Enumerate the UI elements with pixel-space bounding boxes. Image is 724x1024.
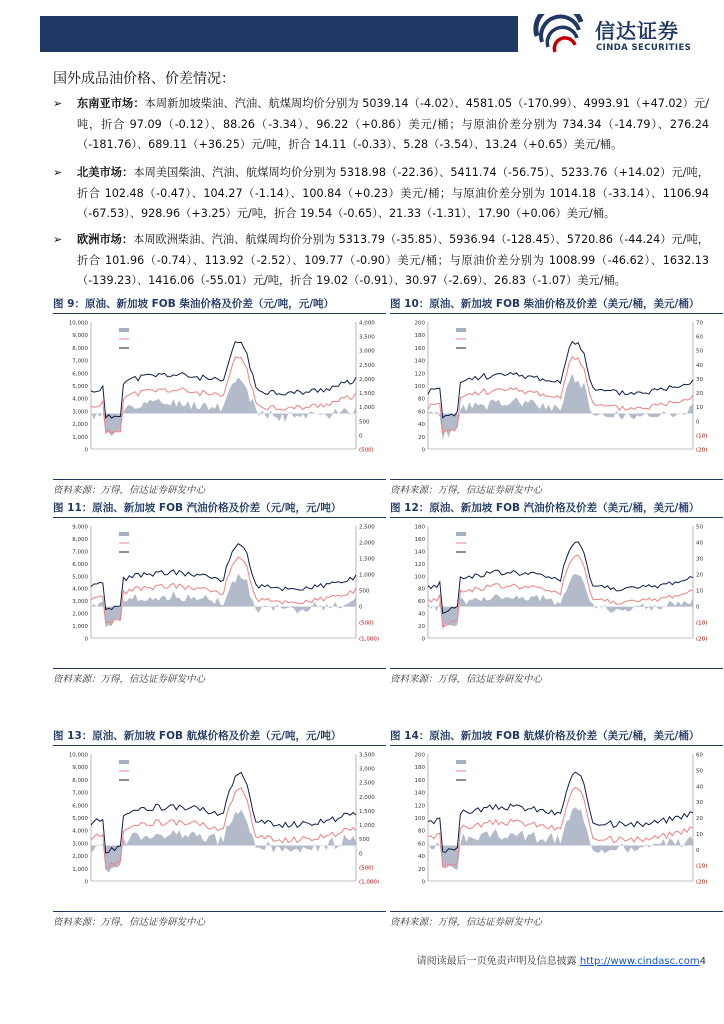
y-right-tick-label: 0	[696, 847, 700, 854]
y-left-tick-label: 80	[418, 828, 425, 835]
y-left-tick-label: 80	[418, 396, 425, 403]
legend-swatch	[456, 760, 466, 764]
y-left-tick-label: 7,000	[72, 549, 88, 556]
y-left-tick-label: 100	[414, 816, 425, 822]
y-right-tick-label: 2,500	[359, 524, 375, 531]
product-series-line	[428, 342, 693, 418]
logo-chinese-name: 信达证券	[595, 19, 679, 43]
y-right-tick-label: 2,000	[359, 540, 375, 547]
footer-disclaimer: 请阅读最后一页免责声明及信息披露	[416, 956, 580, 967]
y-left-tick-label: 180	[414, 333, 425, 340]
chart-fig12	[390, 518, 723, 668]
figure-source: 资料来源：万得，信达证券研发中心	[390, 479, 723, 496]
bullet-north-america	[53, 163, 709, 225]
y-left-tick-label: 5,000	[72, 384, 88, 390]
y-right-tick-label: 2,000	[359, 794, 375, 801]
y-left-tick-label: 4,000	[72, 586, 88, 593]
y-right-tick-label: 0	[359, 851, 363, 858]
y-left-tick-label: 3,000	[72, 409, 88, 416]
y-right-tick-label: 40	[696, 540, 703, 547]
y-right-tick-label: (500)	[359, 865, 374, 872]
figure-title: 图 10：原油、新加坡 FOB 柴油价格及价差（美元/桶，美元/桶）	[390, 296, 723, 314]
y-right-tick-label: 50	[696, 524, 703, 531]
figure-12	[390, 500, 723, 685]
bullet-southeast-asia	[53, 94, 709, 156]
bullet-text: 本周新加坡柴油、汽油、航煤周均价分别为 5039.14（-4.02）、4581.05（-170.99）、4993.91（+47.02）元/吨，折合 97.09（-0.12）、88.26（-3.34）、96.22（+0.86）美元/桶；与原油价差分别为 734.34（-14.79）、276.24（-181.76）、689.11（+36.25）元/吨，折合 14.11（-0.33）、5.28（-3.54）、13.24（+0.65）美元/桶。	[77, 97, 709, 151]
figure-title: 图 9：原油、新加坡 FOB 柴油价格及价差（元/吨，元/吨）	[53, 296, 386, 314]
y-right-tick-label: 2,000	[359, 376, 375, 383]
y-right-tick-label: 30	[696, 376, 703, 383]
y-left-tick-label: 140	[414, 790, 425, 797]
chart-fig10	[390, 314, 723, 479]
y-left-tick-label: 0	[84, 879, 88, 886]
y-left-tick-label: 60	[418, 409, 425, 416]
chart-fig13	[53, 746, 386, 911]
y-left-tick-label: 0	[84, 447, 88, 454]
y-right-tick-label: (500)	[359, 447, 374, 454]
y-right-tick-label: 30	[696, 800, 703, 807]
y-left-tick-label: 100	[414, 574, 425, 581]
y-right-tick-label: (20)	[696, 636, 708, 643]
y-left-tick-label: 120	[414, 803, 425, 810]
y-left-tick-label: 5,000	[72, 816, 88, 822]
y-left-tick-label: 0	[421, 447, 425, 454]
y-right-tick-label: 40	[696, 784, 703, 791]
y-left-tick-label: 5,000	[72, 574, 88, 581]
y-left-tick-label: 6,000	[72, 561, 88, 568]
y-left-tick-label: 9,000	[72, 765, 88, 772]
y-left-tick-label: 140	[414, 549, 425, 556]
y-left-tick-label: 160	[414, 345, 425, 352]
bullet-arrow-icon: ➢	[53, 97, 63, 110]
bullet-text: 本周欧洲柴油、汽油、航煤周均价分别为 5313.79（-35.85）、5936.94（-128.45）、5720.86（-44.24）元/吨，折合 101.96（-0.74）、113.92（-2.52）、109.77（-0.90）美元/桶；与原油价差分别为 1008.99（-46.62）、1632.13（-139.23）、1416.06（-55.01）元/吨，折合 19.02（-0.91）、30.97（-2.69）、26.83（-1.07）美元/桶。	[77, 233, 709, 287]
y-right-tick-label: 20	[696, 391, 703, 398]
y-left-tick-label: 6,000	[72, 803, 88, 810]
crude-oil-series-line	[91, 788, 356, 869]
y-left-tick-label: 120	[414, 561, 425, 568]
figure-11	[53, 500, 386, 685]
y-right-tick-label: 1,500	[359, 391, 375, 398]
bullet-arrow-icon: ➢	[53, 166, 63, 179]
bullet-arrow-icon: ➢	[53, 233, 63, 246]
y-right-tick-label: 0	[696, 604, 700, 611]
chart-fig9	[53, 314, 386, 479]
figure-source: 资料来源：万得，信达证券研发中心	[390, 911, 723, 928]
y-left-tick-label: 8,000	[72, 536, 88, 543]
y-right-tick-label: 1,000	[359, 823, 375, 830]
y-left-tick-label: 3,000	[72, 841, 88, 848]
y-right-tick-label: 0	[359, 604, 363, 611]
legend-swatch	[119, 760, 129, 764]
y-left-tick-label: 2,000	[72, 854, 88, 861]
y-right-tick-label: (1,000)	[359, 879, 380, 886]
y-left-tick-label: 10,000	[68, 752, 88, 759]
y-right-tick-label: 1,500	[359, 556, 375, 563]
bullet-europe	[53, 230, 709, 292]
y-right-tick-label: (10)	[696, 863, 708, 870]
y-right-tick-label: 2,500	[359, 362, 375, 369]
y-right-tick-label: 0	[696, 419, 700, 426]
y-left-tick-label: 160	[414, 777, 425, 784]
y-left-tick-label: 160	[414, 536, 425, 543]
y-left-tick-label: 7,000	[72, 358, 88, 365]
legend-swatch	[119, 328, 129, 332]
y-left-tick-label: 1,000	[72, 434, 88, 441]
y-left-tick-label: 4,000	[72, 396, 88, 403]
y-right-tick-label: 1,000	[359, 572, 375, 579]
legend-swatch	[456, 328, 466, 332]
footer-link[interactable]: http://www.cindasc.com	[579, 956, 700, 967]
y-right-tick-label: 10	[696, 588, 703, 595]
y-right-tick-label: 10	[696, 405, 703, 412]
y-left-tick-label: 140	[414, 358, 425, 365]
y-left-tick-label: 2,000	[72, 422, 88, 429]
y-right-tick-label: 1,500	[359, 808, 375, 815]
y-left-tick-label: 60	[418, 599, 425, 606]
crude-oil-series-line	[91, 357, 356, 433]
y-right-tick-label: 10	[696, 831, 703, 838]
y-right-tick-label: (20)	[696, 879, 708, 886]
y-left-tick-label: 2,000	[72, 611, 88, 618]
y-right-tick-label: 50	[696, 768, 703, 775]
figure-title: 图 14：原油、新加坡 FOB 航煤价格及价差（美元/桶，美元/桶）	[390, 728, 723, 746]
y-left-tick-label: 6,000	[72, 371, 88, 378]
y-left-tick-label: 40	[418, 422, 425, 429]
y-left-tick-label: 60	[418, 841, 425, 848]
y-right-tick-label: 20	[696, 816, 703, 822]
y-right-tick-label: 3,000	[359, 766, 375, 773]
figure-9	[53, 296, 386, 496]
chart-fig11	[53, 518, 386, 668]
y-left-tick-label: 180	[414, 524, 425, 531]
y-right-tick-label: (10)	[696, 620, 708, 627]
y-right-tick-label: 60	[696, 752, 703, 759]
y-left-tick-label: 180	[414, 765, 425, 772]
y-right-tick-label: (10)	[696, 433, 708, 440]
figure-title: 图 12：原油、新加坡 FOB 汽油价格及价差（美元/桶，美元/桶）	[390, 500, 723, 518]
y-left-tick-label: 80	[418, 586, 425, 593]
y-right-tick-label: 500	[359, 837, 370, 844]
page-number: 4	[699, 956, 706, 967]
y-right-tick-label: 40	[696, 362, 703, 369]
header-bar	[40, 16, 518, 52]
y-right-tick-label: (1,000)	[359, 636, 380, 643]
y-left-tick-label: 20	[418, 866, 425, 873]
y-left-tick-label: 40	[418, 854, 425, 861]
crude-oil-series-line	[428, 555, 693, 626]
figure-title: 图 13：原油、新加坡 FOB 航煤价格及价差（元/吨，元/吨）	[53, 728, 386, 746]
y-right-tick-label: 70	[696, 320, 703, 327]
y-right-tick-label: 60	[696, 334, 703, 341]
company-logo	[533, 12, 703, 58]
y-right-tick-label: 1,000	[359, 405, 375, 412]
y-left-tick-label: 40	[418, 611, 425, 618]
y-right-tick-label: 500	[359, 588, 370, 595]
y-left-tick-label: 4,000	[72, 828, 88, 835]
figure-10	[390, 296, 723, 496]
y-left-tick-label: 0	[421, 879, 425, 886]
y-left-tick-label: 7,000	[72, 790, 88, 797]
y-left-tick-label: 3,000	[72, 599, 88, 606]
y-left-tick-label: 0	[84, 636, 88, 643]
y-left-tick-label: 100	[414, 384, 425, 390]
figure-source: 资料来源：万得，信达证券研发中心	[53, 911, 386, 928]
crude-oil-series-line	[91, 557, 356, 623]
y-right-tick-label: 500	[359, 419, 370, 426]
bullet-text: 本周美国柴油、汽油、航煤周均价分别为 5318.98（-22.36）、5411.74（-56.75）、5233.76（+14.02）元/吨，折合 102.48（-0.47）、104.27（-1.14）、100.84（+0.23）美元/桶；与原油价差分别为 1014.18（-33.14）、1106.94（-67.53）、928.96（+3.25）元/吨，折合 19.54（-0.65）、21.33（-1.31）、17.90（+0.06）美元/桶。	[77, 166, 709, 220]
y-left-tick-label: 8,000	[72, 777, 88, 784]
page-footer	[417, 952, 706, 967]
y-right-tick-label: 30	[696, 556, 703, 563]
cinda-logo-icon	[533, 14, 589, 54]
y-right-tick-label: (500)	[359, 620, 374, 627]
y-right-tick-label: 0	[359, 433, 363, 440]
crude-oil-series-line	[428, 787, 693, 867]
y-left-tick-label: 9,000	[72, 333, 88, 340]
y-right-tick-label: 3,000	[359, 348, 375, 355]
y-left-tick-label: 20	[418, 624, 425, 631]
spread-area-series	[91, 574, 356, 628]
y-right-tick-label: (20)	[696, 447, 708, 454]
y-left-tick-label: 0	[421, 636, 425, 643]
crude-oil-series-line	[428, 357, 693, 433]
y-right-tick-label: 50	[696, 348, 703, 355]
y-left-tick-label: 9,000	[72, 524, 88, 531]
y-left-tick-label: 8,000	[72, 345, 88, 352]
y-left-tick-label: 1,000	[72, 624, 88, 631]
y-left-tick-label: 20	[418, 434, 425, 441]
spread-area-series	[428, 574, 693, 630]
spread-area-series	[428, 807, 693, 870]
figure-14	[390, 728, 723, 928]
logo-english-name: CINDA SECURITIES	[596, 43, 692, 53]
y-right-tick-label: 3,500	[359, 752, 375, 759]
y-right-tick-label: 4,000	[359, 320, 375, 327]
y-left-tick-label: 10,000	[68, 320, 88, 327]
figure-title: 图 11：原油、新加坡 FOB 汽油价格及价差（元/吨，元/吨）	[53, 500, 386, 518]
bullet-label: 北美市场：	[77, 166, 134, 179]
y-left-tick-label: 120	[414, 371, 425, 378]
y-right-tick-label: 2,500	[359, 780, 375, 787]
figure-source: 资料来源：万得，信达证券研发中心	[390, 668, 723, 685]
y-left-tick-label: 200	[414, 752, 425, 759]
y-left-tick-label: 200	[414, 320, 425, 327]
spread-area-series	[91, 810, 356, 873]
y-right-tick-label: 3,500	[359, 334, 375, 341]
y-right-tick-label: 20	[696, 572, 703, 579]
y-left-tick-label: 1,000	[72, 866, 88, 873]
legend-swatch	[456, 532, 466, 536]
chart-fig14	[390, 746, 723, 911]
figure-source: 资料来源：万得，信达证券研发中心	[53, 668, 386, 685]
bullet-label: 欧洲市场：	[77, 233, 134, 246]
section-title: 国外成品油价格、价差情况：	[53, 71, 235, 87]
figure-13	[53, 728, 386, 928]
legend-swatch	[119, 532, 129, 536]
figure-source: 资料来源：万得，信达证券研发中心	[53, 479, 386, 496]
bullet-label: 东南亚市场：	[77, 97, 145, 110]
